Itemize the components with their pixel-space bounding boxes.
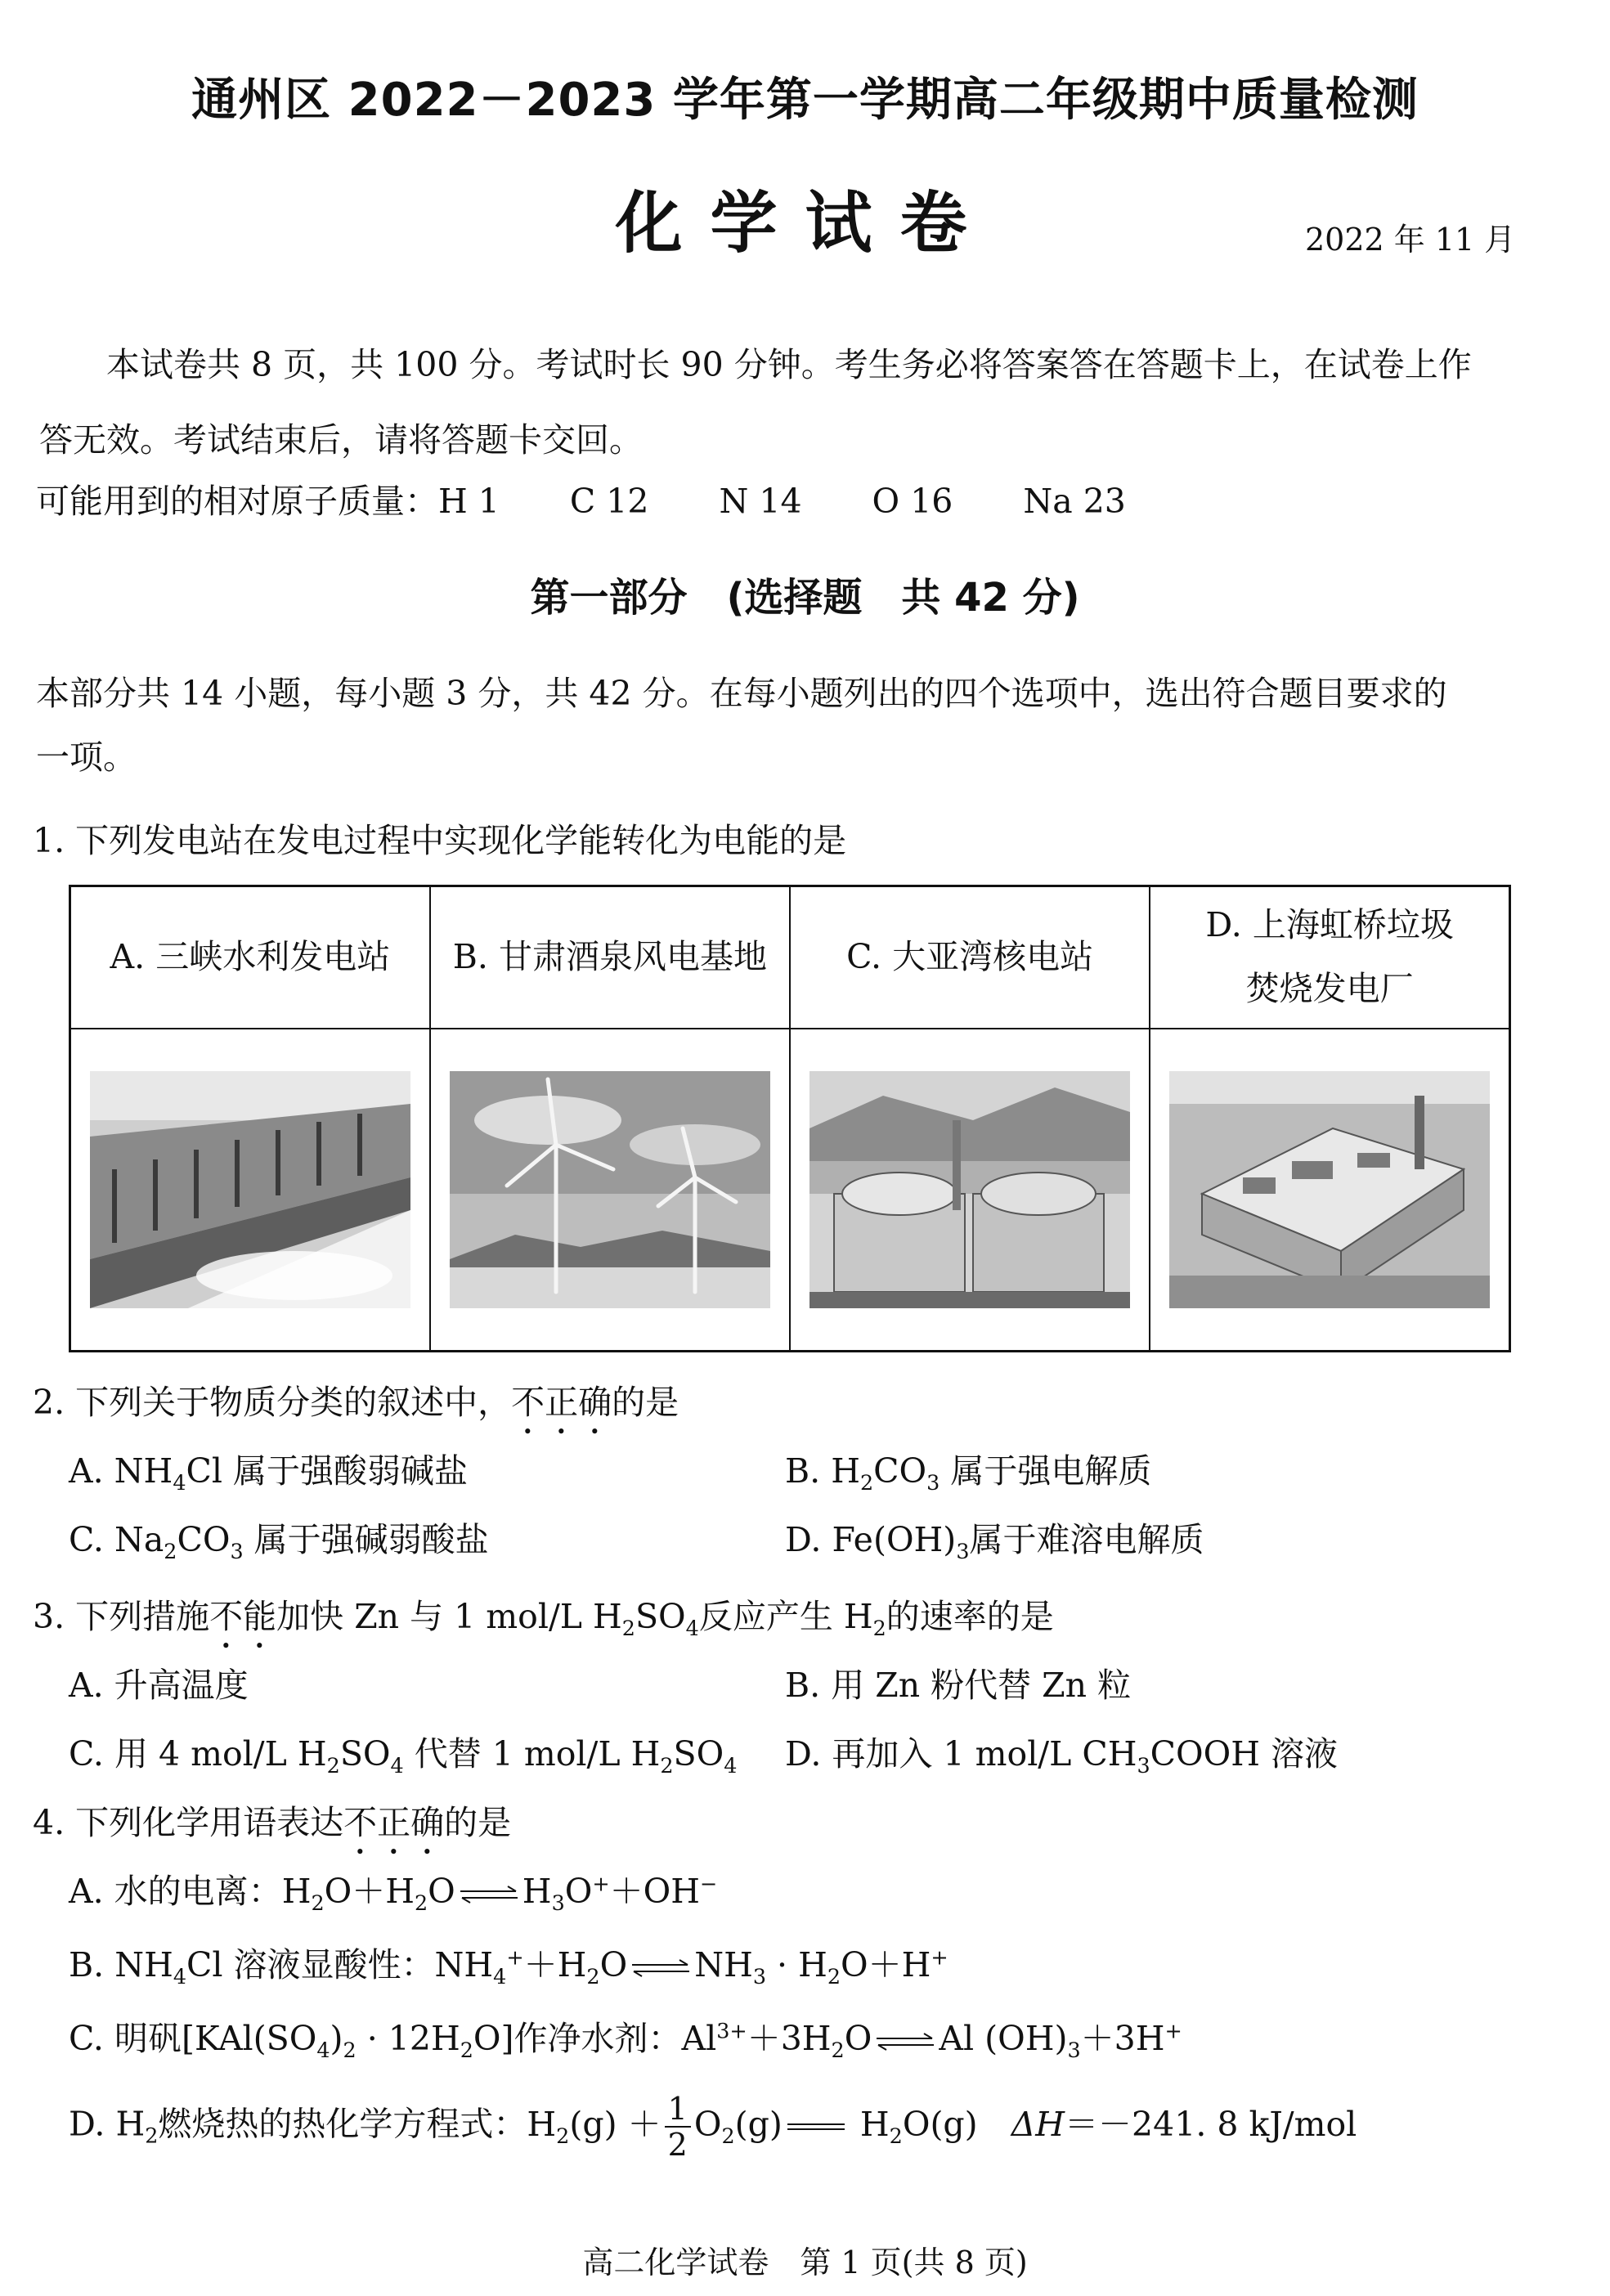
q2-c-sub2: 3 <box>230 1539 244 1564</box>
q3-option-c <box>69 1727 737 1778</box>
q3-stem-mid2: SO <box>635 1597 686 1636</box>
q3-stem-mid3: 反应产生 H <box>698 1597 873 1636</box>
q4-d-label: D. H <box>69 2104 146 2144</box>
q3-stem-emphasis: 不能 <box>209 1597 277 1636</box>
q2-stem-post: 的是 <box>612 1383 679 1422</box>
q4-option-b <box>69 1938 949 1989</box>
exam-subtitle: 化学试卷 <box>615 184 995 262</box>
q2-d-pre: D. Fe(OH) <box>785 1520 957 1559</box>
q3-c-s4: 4 <box>724 1753 738 1778</box>
q1-photo-cell-c <box>790 1029 1150 1352</box>
q3-stem-sub1: 2 <box>621 1616 635 1641</box>
q3-stem-sub3: 2 <box>872 1616 886 1641</box>
q4-c-label-sub3: 2 <box>460 2038 473 2063</box>
waste-incineration-plant-photo <box>1169 1071 1490 1308</box>
q1-option-b: B. 甘肃酒泉风电基地 <box>430 886 790 1029</box>
q4-c-label-sub2: 2 <box>343 2038 357 2063</box>
q4-stem-emphasis: 不正确 <box>343 1803 445 1842</box>
q2-option-a <box>69 1444 468 1495</box>
q3-c-s2: 4 <box>390 1753 404 1778</box>
q3-stem-mid: 加快 Zn 与 1 mol/L H <box>276 1597 622 1636</box>
q2-a-post: Cl 属于强酸弱碱盐 <box>186 1451 468 1491</box>
q4-b-label-post: Cl 溶液显酸性： <box>186 1945 435 1984</box>
q4-c-label-end: O]作净水剂： <box>473 2019 682 2058</box>
q3-option-d <box>785 1727 1338 1778</box>
part-desc-line-1: 本部分共 14 小题，每小题 3 分，共 42 分。在每小题列出的四个选项中，选出符合题目要求的 <box>36 674 1447 713</box>
wind-turbine-photo <box>450 1071 770 1308</box>
part-description <box>36 662 1565 790</box>
q4-c-label: C. 明矾[KAl(SO <box>69 2019 317 2058</box>
fraction <box>665 2091 691 2163</box>
q3-d-post: COOH 溶液 <box>1150 1734 1339 1774</box>
exam-title: 通州区 2022－2023 学年第一学期高二年级期中质量检测 <box>191 74 1419 127</box>
nuclear-plant-photo <box>809 1071 1130 1308</box>
q3-c-s3: 2 <box>660 1753 674 1778</box>
q2-stem <box>33 1375 679 1442</box>
q2-stem-pre: 2. 下列关于物质分类的叙述中， <box>33 1383 512 1422</box>
atom-h: H 1 <box>438 482 500 521</box>
q3-c-m3: SO <box>673 1734 724 1774</box>
equals-arrow-icon <box>786 2118 846 2136</box>
q4-stem-pre: 4. 下列化学用语表达 <box>33 1803 344 1842</box>
delta-h: ΔH <box>1011 2104 1065 2144</box>
q4-c-equation: $Al^{3+}+3H_2O$ Al $(OH)_3+3H^+$ <box>681 2018 1182 2063</box>
q3-option-b: B. 用 Zn 粉代替 Zn 粒 <box>785 1666 1132 1705</box>
atom-o: O 16 <box>872 482 953 521</box>
q1-photo-cell-a <box>70 1029 430 1352</box>
q2-stem-emphasis: 不正确 <box>511 1383 612 1422</box>
exam-date: 2022 年 11 月 <box>1305 222 1516 258</box>
q4-a-label: A. 水的电离： <box>69 1872 282 1911</box>
q3-stem-post: 的速率的是 <box>886 1597 1054 1636</box>
fraction-numerator: 1 <box>665 2093 691 2128</box>
q4-d-label-post: 燃烧热的热化学方程式： <box>158 2104 527 2144</box>
q2-c-pre: C. Na <box>69 1520 164 1559</box>
equilibrium-arrow-icon <box>630 1959 691 1977</box>
q2-a-pre: A. NH <box>69 1451 173 1491</box>
part-heading: 第一部分 (选择题 共 42 分) <box>530 575 1080 621</box>
q2-option-c <box>69 1513 489 1563</box>
q4-a-equation: $H_2O+H_2O$ $H_3O^++OH^-$ <box>281 1871 718 1916</box>
q2-c-sub1: 2 <box>164 1539 177 1564</box>
q4-option-c <box>69 2011 1182 2062</box>
q1-option-c: C. 大亚湾核电站 <box>790 886 1150 1029</box>
atomic-masses <box>36 474 1196 522</box>
q1-option-d-line1: D. 上海虹桥垃圾 <box>1205 905 1454 945</box>
q2-b-pre: B. H <box>785 1451 860 1491</box>
intro-line-1: 本试卷共 8 页，共 100 分。考试时长 90 分钟。考生务必将答案答在答题卡上，在试卷上作 <box>106 345 1472 384</box>
q2-d-sub: 3 <box>956 1539 970 1564</box>
q3-c-m2: 代替 1 mol/L H <box>403 1734 661 1774</box>
q4-stem <box>33 1796 511 1862</box>
q3-d-sub: 3 <box>1137 1753 1150 1778</box>
q3-d-pre: D. 再加入 1 mol/L CH <box>785 1734 1137 1774</box>
q4-option-a <box>69 1864 717 1915</box>
q2-option-b <box>785 1444 1151 1495</box>
q4-stem-post: 的是 <box>444 1803 512 1842</box>
atom-na: Na 23 <box>1023 482 1126 521</box>
q1-photo-cell-b <box>430 1029 790 1352</box>
q3-stem-pre: 3. 下列措施 <box>33 1597 210 1636</box>
q4-c-label-post: · 12H <box>356 2019 460 2058</box>
part-desc-line-2: 一项。 <box>36 737 137 777</box>
q3-option-a: A. 升高温度 <box>69 1666 249 1705</box>
q4-c-label-sub1: 4 <box>316 2038 330 2063</box>
q4-option-d <box>69 2091 1357 2163</box>
q3-stem-sub2: 4 <box>685 1616 699 1641</box>
q4-d-label-sub: 2 <box>145 2123 159 2148</box>
q1-option-d <box>1150 886 1509 1029</box>
atom-n: N 14 <box>719 482 802 521</box>
q2-d-post: 属于难溶电解质 <box>969 1520 1204 1559</box>
q2-b-post: 属于强电解质 <box>940 1451 1152 1491</box>
dam-photo <box>90 1071 410 1308</box>
page-footer: 高二化学试卷 第 1 页(共 8 页) <box>582 2244 1028 2280</box>
q1-option-a: A. 三峡水利发电站 <box>70 886 430 1029</box>
q2-b-mid: CO <box>873 1451 927 1491</box>
q2-a-sub: 4 <box>173 1470 186 1496</box>
q1-option-d-line2: 焚烧发电厂 <box>1245 969 1414 1008</box>
q4-b-equation: $NH_4^++H_2O$ $NH_3 \cdot H_2O+H^+$ <box>434 1944 949 1989</box>
q2-c-post: 属于强碱弱酸盐 <box>243 1520 489 1559</box>
q3-c-pre: C. 用 4 mol/L H <box>69 1734 327 1774</box>
q1-photo-cell-d <box>1150 1029 1509 1352</box>
delta-h-value: ＝－241. 8 kJ/mol <box>1065 2104 1357 2144</box>
q2-b-sub2: 3 <box>926 1470 940 1496</box>
q1-options-table <box>69 885 1511 1352</box>
q4-b-label-sub: 4 <box>173 1964 186 1989</box>
q1-stem: 1. 下列发电站在发电过程中实现化学能转化为电能的是 <box>33 821 847 860</box>
q4-c-label-mid: ) <box>330 2019 343 2058</box>
q4-b-label: B. NH <box>69 1945 173 1984</box>
q3-c-m1: SO <box>339 1734 391 1774</box>
fraction-denominator: 2 <box>667 2127 688 2163</box>
q2-option-d <box>785 1513 1204 1563</box>
intro-line-2: 答无效。考试结束后，请将答题卡交回。 <box>39 420 643 460</box>
equilibrium-arrow-icon <box>875 2033 935 2051</box>
q3-c-s1: 2 <box>326 1753 340 1778</box>
q3-stem <box>33 1590 1054 1656</box>
atomic-masses-label: 可能用到的相对原子质量： <box>36 482 438 521</box>
equilibrium-arrow-icon <box>459 1886 519 1904</box>
q2-b-sub1: 2 <box>859 1470 874 1496</box>
q2-c-mid: CO <box>177 1520 231 1559</box>
atom-c: C 12 <box>569 482 649 521</box>
q4-d-equation: $H_2(g)$ ＋ $\frac{1}{2}$ $O_2(g)$ $H_2O(g)$ ΔH＝－241. 8 kJ/mol <box>527 2091 1357 2163</box>
